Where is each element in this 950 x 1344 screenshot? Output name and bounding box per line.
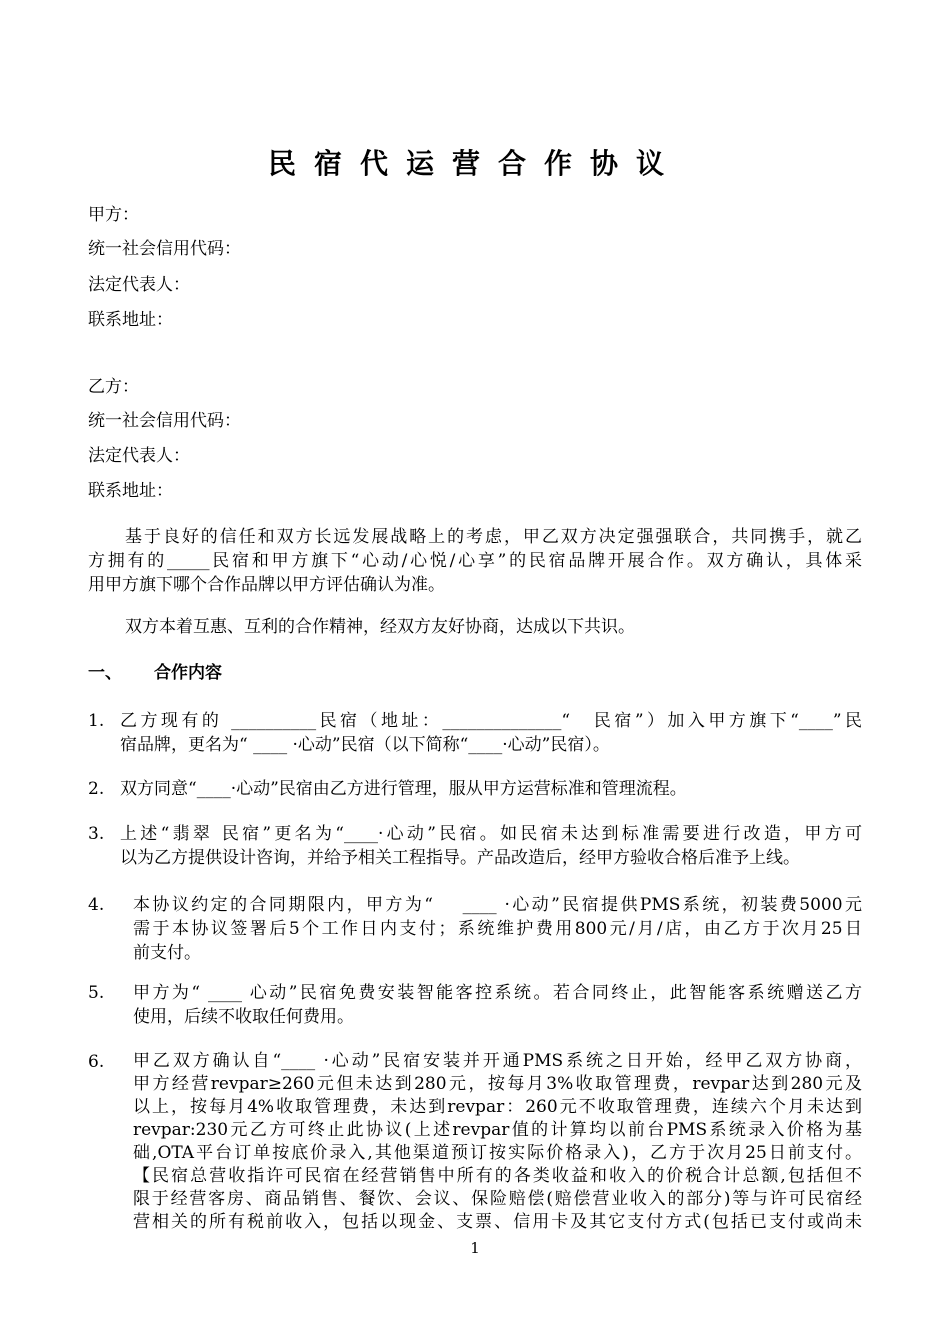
paragraph-line: 用甲方旗下哪个合作品牌以甲方评估确认为准。 <box>88 575 445 595</box>
clause-item <box>88 822 862 870</box>
clause-number: 3. <box>88 824 105 844</box>
clause-number: 6. <box>88 1052 105 1072</box>
clause-number: 1. <box>88 711 105 731</box>
paragraph-line: 方拥有的_____民宿和甲方旗下“心动/心悦/心享”的民宿品牌开展合作。双方确认，具体采 <box>88 551 862 571</box>
clause-line: 需于本协议签署后5个工作日内支付；系统维护费用800元/月/店，由乙方于次月25日 <box>133 919 862 939</box>
clause-line: 宿品牌，更名为“ ____ ·心动”民宿（以下简称“____·心动”民宿）。 <box>120 735 610 755</box>
clause-line: 双方同意“____·心动”民宿由乙方进行管理，服从甲方运营标准和管理流程。 <box>120 779 687 799</box>
clause-item <box>88 777 862 801</box>
clause-line: 甲方经营revpar≥260元但未达到280元，按每月3%收取管理费，revpar达到280元及 <box>133 1074 862 1094</box>
clause-line: 以上，按每月4%收取管理费，未达到revpar：260元不收取管理费，连续六个月未达到 <box>133 1097 862 1117</box>
party-a-field: 法定代表人： <box>88 275 190 295</box>
intro-paragraph <box>88 525 862 597</box>
clause-line: 限于经营客房、商品销售、餐饮、会议、保险赔偿(赔偿营业收入的部分)等与许可民宿经 <box>133 1189 862 1209</box>
document-title: 民宿代运营合作协议 <box>267 147 682 180</box>
clause-item <box>88 709 862 757</box>
party-a-field: 统一社会信用代码： <box>88 239 241 259</box>
party-a-field: 甲方： <box>88 205 139 225</box>
clause-number: 4. <box>88 895 105 915</box>
clause-number: 5. <box>88 983 105 1003</box>
clause-item <box>88 1050 862 1234</box>
section-heading <box>88 661 862 685</box>
clause-line: 本协议约定的合同期限内，甲方为“ ____ ·心动”民宿提供PMS系统，初装费5000元 <box>133 895 862 915</box>
paragraph-line: 双方本着互惠、互利的合作精神，经双方友好协商，达成以下共识。 <box>125 617 635 637</box>
clause-line: 上述“翡翠 民宿”更名为“____·心动”民宿。如民宿未达到标准需要进行改造，甲方可 <box>120 824 862 844</box>
clause-line: revpar:230元乙方可终止此协议(上述revpar值的计算均以前台PMS系统录入价格为基 <box>133 1120 862 1140</box>
clause-line: 前支付。 <box>133 943 201 963</box>
paragraph-line: 基于良好的信任和双方长远发展战略上的考虑，甲乙双方决定强强联合，共同携手，就乙 <box>125 527 862 547</box>
clause-line: 营相关的所有税前收入，包括以现金、支票、信用卡及其它支付方式(包括已支付或尚未 <box>133 1212 862 1232</box>
party-a-field: 联系地址： <box>88 310 173 330</box>
party-b-field: 统一社会信用代码： <box>88 411 241 431</box>
intro-paragraph <box>88 615 862 639</box>
party-b-field: 联系地址： <box>88 481 173 501</box>
section-title: 合作内容 <box>154 663 222 683</box>
clause-line: 使用，后续不收取任何费用。 <box>133 1007 354 1027</box>
clause-number: 2. <box>88 779 105 799</box>
party-b-field: 乙方： <box>88 377 139 397</box>
clause-line: 以为乙方提供设计咨询，并给予相关工程指导。产品改造后，经甲方验收合格后准予上线。 <box>120 848 800 868</box>
clause-item <box>88 981 862 1029</box>
clause-line: 甲乙双方确认自“____ ·心动”民宿安装并开通PMS系统之日开始，经甲乙双方协商， <box>133 1051 862 1071</box>
section-number: 一、 <box>88 663 122 683</box>
party-b-field: 法定代表人： <box>88 446 190 466</box>
clause-item <box>88 893 862 965</box>
page-number: 1 <box>470 1239 480 1257</box>
clause-line: 础,OTA平台订单按底价录入,其他渠道预订按实际价格录入)，乙方于次月25日前支付。 <box>133 1143 862 1163</box>
clause-line: 甲方为“ ____ 心动”民宿免费安装智能客控系统。若合同终止，此智能客系统赠送乙方 <box>133 983 862 1003</box>
clause-line: 【民宿总营收指许可民宿在经营销售中所有的各类收益和收入的价税合计总额,包括但不 <box>133 1166 862 1186</box>
clause-line: 乙方现有的 __________民宿（地址：______________“ 民宿”）加入甲方旗下“____”民 <box>120 711 862 731</box>
